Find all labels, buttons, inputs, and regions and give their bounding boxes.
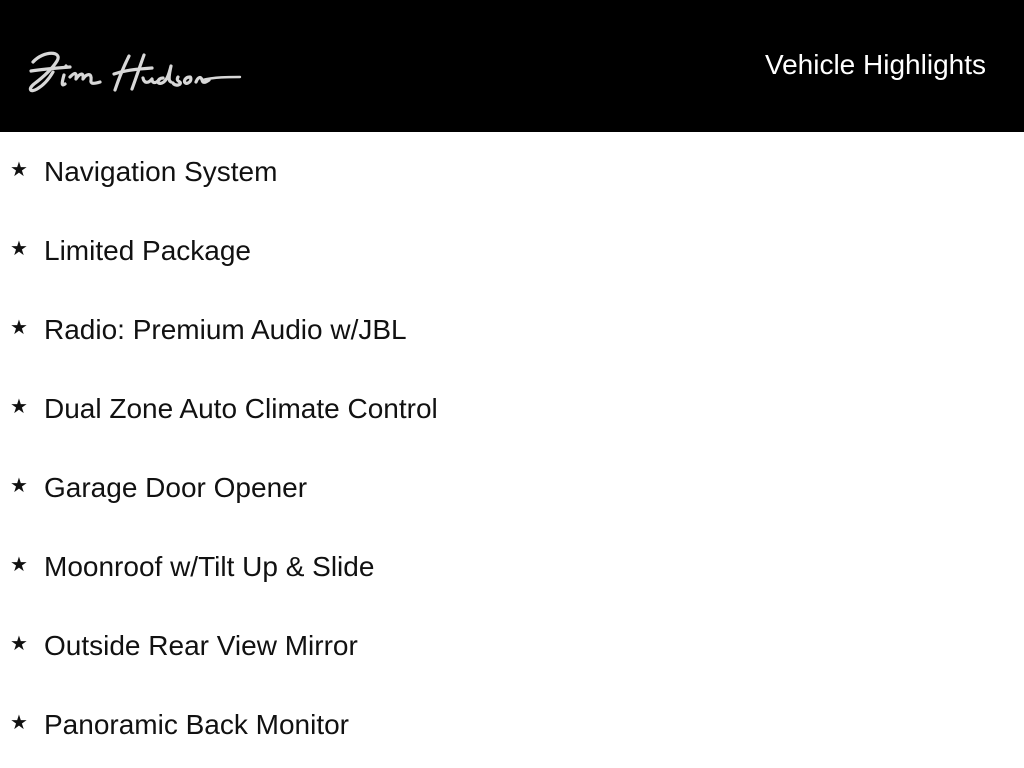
highlight-item	[10, 389, 438, 429]
highlight-label: Radio: Premium Audio w/JBL	[44, 314, 407, 345]
highlight-label: Garage Door Opener	[44, 472, 308, 503]
highlight-label: Limited Package	[44, 235, 252, 266]
jim-hudson-logo	[20, 44, 244, 100]
highlight-label: Panoramic Back Monitor	[44, 709, 350, 740]
star-icon: ★	[10, 473, 28, 497]
highlight-label: Navigation System	[44, 156, 278, 187]
highlight-label: Moonroof w/Tilt Up & Slide	[44, 551, 375, 582]
highlight-item	[10, 547, 374, 587]
vehicle-highlights-list	[0, 132, 1024, 768]
star-icon: ★	[10, 710, 28, 734]
star-icon: ★	[10, 631, 28, 655]
star-icon: ★	[10, 315, 28, 339]
star-icon: ★	[10, 394, 28, 418]
highlight-label: Outside Rear View Mirror	[44, 630, 358, 661]
highlight-label: Dual Zone Auto Climate Control	[44, 393, 438, 424]
highlight-item	[10, 152, 277, 192]
highlight-item	[10, 468, 307, 508]
highlight-item	[10, 705, 349, 745]
highlight-item	[10, 626, 358, 666]
header-bar	[0, 0, 1024, 132]
highlight-item	[10, 310, 407, 350]
star-icon: ★	[10, 157, 28, 181]
highlight-item	[10, 231, 251, 271]
star-icon: ★	[10, 236, 28, 260]
page-title: Vehicle Highlights	[764, 49, 986, 80]
star-icon: ★	[10, 552, 28, 576]
